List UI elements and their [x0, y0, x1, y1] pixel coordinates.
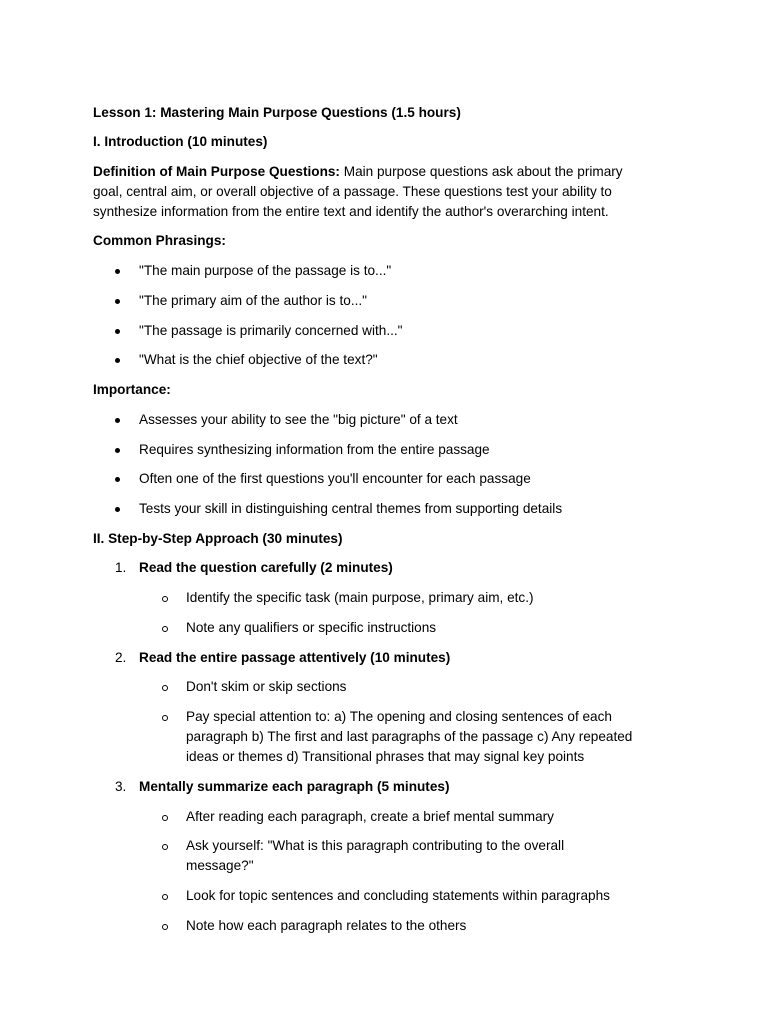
importance-label: Importance: — [93, 382, 171, 397]
sub-bullet-circle — [162, 685, 168, 691]
step-title: Mentally summarize each paragraph (5 minutes) — [139, 779, 450, 794]
list-item: "The primary aim of the author is to..." — [139, 293, 367, 308]
step-number: 3. — [115, 779, 127, 794]
definition-text-1: Main purpose questions ask about the primary — [343, 164, 623, 179]
bullet-dot — [115, 448, 120, 453]
section-heading-introduction: I. Introduction (10 minutes) — [93, 134, 268, 149]
sub-list-item: Note any qualifiers or specific instructions — [186, 620, 437, 635]
list-item: Tests your skill in distinguishing central themes from supporting details — [139, 501, 563, 516]
bullet-dot — [115, 477, 120, 482]
definition-paragraph-line-1 — [93, 162, 623, 182]
sub-list-item: Don't skim or skip sections — [186, 679, 347, 694]
step-number: 1. — [115, 560, 127, 575]
definition-text-2: goal, central aim, or overall objective of a passage. These questions test your ability to — [93, 184, 612, 199]
bullet-dot — [115, 418, 120, 423]
bullet-dot — [115, 507, 120, 512]
sub-list-item: After reading each paragraph, create a brief mental summary — [186, 809, 554, 824]
bullet-dot — [115, 329, 120, 334]
sub-bullet-circle — [162, 844, 168, 850]
sub-list-item: Identify the specific task (main purpose, primary aim, etc.) — [186, 590, 534, 605]
definition-label: Definition of Main Purpose Questions: — [93, 164, 340, 179]
sub-list-item-line-3: ideas or themes d) Transitional phrases that may signal key points — [186, 749, 585, 764]
bullet-dot — [115, 358, 120, 363]
sub-list-item: Look for topic sentences and concluding statements within paragraphs — [186, 888, 610, 903]
sub-list-item: Note how each paragraph relates to the others — [186, 918, 467, 933]
bullet-dot — [115, 269, 120, 274]
list-item: "The main purpose of the passage is to..." — [139, 263, 392, 278]
sub-list-item-line-2: message?" — [186, 858, 254, 873]
sub-bullet-circle — [162, 924, 168, 930]
sub-bullet-circle — [162, 626, 168, 632]
sub-list-item-line-2: paragraph b) The first and last paragraphs of the passage c) Any repeated — [186, 729, 633, 744]
sub-bullet-circle — [162, 894, 168, 900]
bullet-dot — [115, 299, 120, 304]
list-item: Assesses your ability to see the "big picture" of a text — [139, 412, 458, 427]
lesson-title: Lesson 1: Mastering Main Purpose Questions (1.5 hours) — [93, 105, 461, 120]
definition-text-3: synthesize information from the entire text and identify the author's overarching intent. — [93, 204, 609, 219]
sub-bullet-circle — [162, 715, 168, 721]
list-item: Often one of the first questions you'll encounter for each passage — [139, 471, 531, 486]
list-item: "The passage is primarily concerned with..." — [139, 323, 403, 338]
list-item: "What is the chief objective of the text?" — [139, 352, 378, 367]
common-phrasings-label: Common Phrasings: — [93, 233, 226, 248]
step-title: Read the entire passage attentively (10 minutes) — [139, 650, 451, 665]
list-item: Requires synthesizing information from the entire passage — [139, 442, 490, 457]
sub-list-item-line-1: Pay special attention to: a) The opening and closing sentences of each — [186, 709, 612, 724]
sub-list-item-line-1: Ask yourself: "What is this paragraph contributing to the overall — [186, 838, 565, 853]
step-title: Read the question carefully (2 minutes) — [139, 560, 393, 575]
sub-bullet-circle — [162, 596, 168, 602]
step-number: 2. — [115, 650, 127, 665]
section-heading-approach: II. Step-by-Step Approach (30 minutes) — [93, 531, 343, 546]
sub-bullet-circle — [162, 815, 168, 821]
